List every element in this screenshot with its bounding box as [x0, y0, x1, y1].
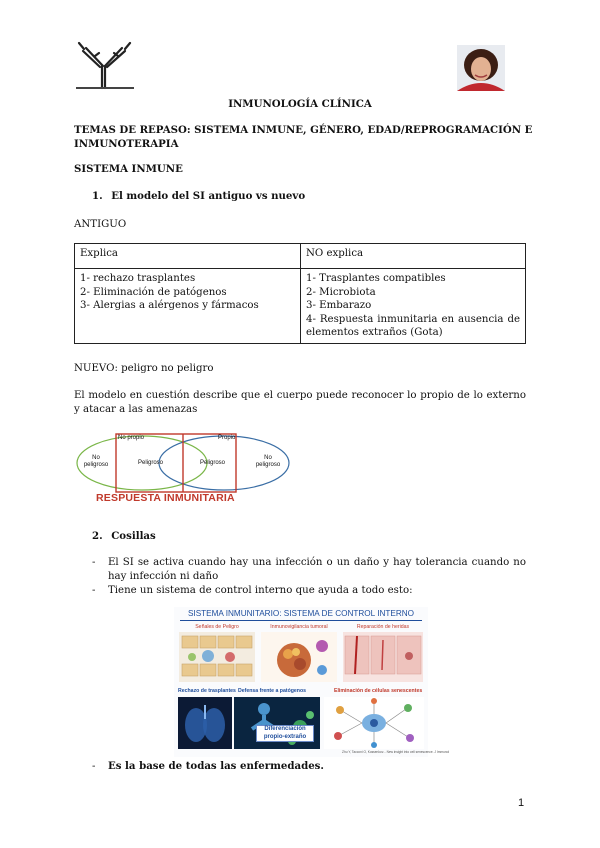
panel-senales — [178, 624, 256, 686]
comparison-table — [74, 243, 526, 344]
list-item: 2- Microbiota — [306, 286, 376, 298]
list-item: 4- Respuesta inmunitaria en ausencia de elementos extraños (Gota) — [306, 313, 520, 338]
list-item: 3- Alergias a alérgenos y fármacos — [80, 300, 259, 311]
panel-label: Reparación de heridas — [356, 624, 410, 630]
table-row — [75, 269, 526, 344]
item-2 — [92, 530, 156, 544]
explica-cell — [75, 269, 301, 344]
venn-propio: Propio — [218, 435, 236, 441]
venn-right — [250, 455, 286, 469]
panel-senescentes — [324, 697, 424, 749]
control-system-figure — [174, 607, 450, 757]
author-photo — [457, 45, 505, 91]
topics-line-1: TEMAS DE REPASO: SISTEMA INMUNE, GÉNERO, EDAD/REPROGRAMACIÓN E — [74, 124, 533, 136]
item-1 — [92, 190, 305, 204]
panel-reparacion — [342, 624, 424, 686]
venn-right-line: peligroso — [255, 462, 281, 468]
overlay-line: propio-extraño — [263, 733, 307, 740]
venn-center-right: Peligroso — [200, 460, 226, 466]
venn-diagram — [72, 430, 294, 508]
venn-left-line: peligroso — [83, 462, 109, 468]
item-1-number: 1. — [92, 190, 103, 202]
panel-label: Señales de Peligro — [195, 624, 239, 630]
item-2-text: Cosillas — [111, 530, 156, 542]
bullet-2-text: Tiene un sistema de control interno que ayuda a todo esto: — [108, 585, 413, 596]
panel-rechazo — [178, 697, 232, 749]
no-explica-cell — [301, 269, 526, 344]
nuevo-line: NUEVO: peligro no peligro — [74, 363, 214, 374]
bullet-dash: - — [92, 761, 96, 772]
venn-caption: RESPUESTA INMUNITARIA — [96, 492, 235, 504]
table-header-row — [75, 244, 526, 269]
section-heading: SISTEMA INMUNE — [74, 163, 183, 175]
list-item: 2- Eliminación de patógenos — [80, 286, 227, 298]
venn-no-propio: No propio — [118, 435, 145, 441]
antibody-logo — [74, 36, 136, 92]
list-item: 3- Embarazo — [306, 300, 372, 311]
topics-heading — [74, 124, 533, 151]
panel-label-rechazo: Rechazo de trasplantes — [178, 688, 236, 694]
last-bullet-text: Es la base de todas las enfermedades. — [108, 760, 324, 772]
topics-line-2: INMUNOTERAPIA — [74, 137, 179, 150]
venn-right-line: No — [264, 455, 272, 461]
header-explica: Explica — [75, 244, 301, 269]
senescent-cells-image — [324, 697, 424, 749]
panel-defensa — [234, 697, 320, 749]
panel-label-senescentes: Eliminación de células senescentes — [334, 688, 423, 694]
last-bullet — [92, 760, 526, 774]
venn-left-line: No — [92, 455, 100, 461]
tumor-image — [260, 630, 338, 684]
bullet-1-text: El SI se activa cuando hay una infección o un daño y hay tolerancia cuando no hay infección ni daño — [108, 557, 526, 582]
panel-label-defensa: Defensa frente a patógenos — [238, 688, 307, 694]
list-item: 1- Trasplantes compatibles — [306, 273, 446, 284]
cells-image — [178, 630, 256, 684]
header-no-explica: NO explica — [301, 244, 526, 269]
venn-left — [78, 455, 114, 469]
list-item: 1- rechazo trasplantes — [80, 273, 196, 284]
bullet-dash: - — [92, 585, 96, 596]
antiguo-label: ANTIGUO — [74, 219, 127, 230]
item-2-number: 2. — [92, 530, 103, 542]
overlay-label — [256, 725, 314, 742]
venn-center-left: Peligroso — [138, 460, 164, 466]
overlay-line: Diferenciación — [264, 726, 306, 732]
lungs-image — [178, 697, 232, 749]
bullet-1 — [92, 556, 526, 583]
model-paragraph: El modelo en cuestión describe que el cuerpo puede reconocer lo propio de lo externo y atacar a las amenazas — [74, 390, 526, 415]
panel-label: Inmunovigilancia tumoral — [270, 624, 328, 630]
wound-image — [342, 630, 424, 684]
page-title: INMUNOLOGÍA CLÍNICA — [228, 98, 372, 110]
figure-title: SISTEMA INMUNITARIO: SISTEMA DE CONTROL INTERNO — [187, 609, 415, 618]
item-1-text: El modelo del SI antiguo vs nuevo — [111, 190, 306, 202]
bullet-dash: - — [92, 557, 96, 568]
panel-inmunovigilancia — [260, 624, 338, 686]
bullet-2 — [92, 584, 526, 598]
figure-footer: Zhu Y, Tacconi O, Kossenkov... New insight into cell senescence. J Immunol — [342, 750, 450, 754]
page-number: 1 — [518, 797, 525, 809]
